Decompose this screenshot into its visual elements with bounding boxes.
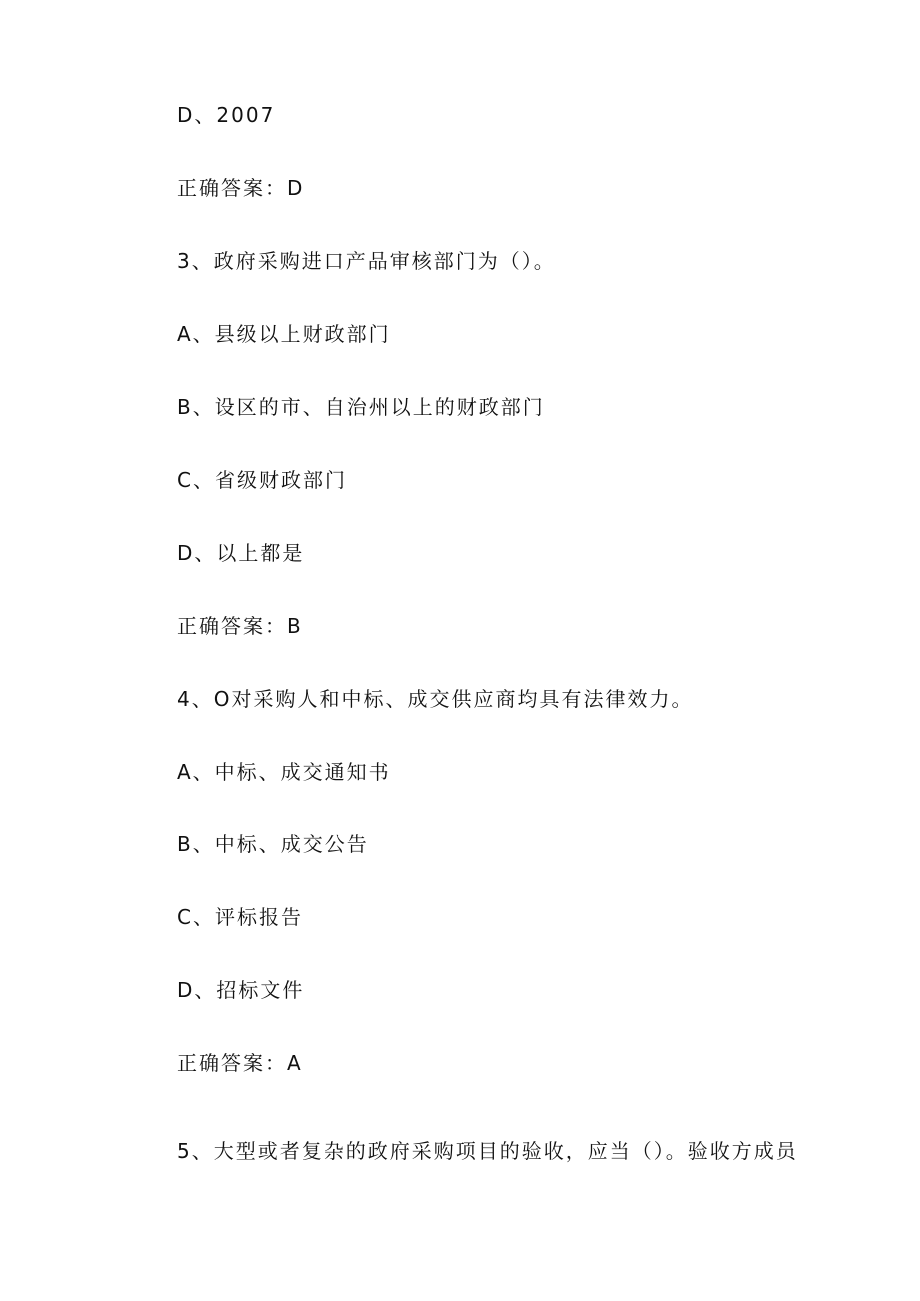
q3-option-d: D、以上都是 bbox=[177, 541, 305, 565]
q3-question: 3、政府采购进口产品审核部门为（）。 bbox=[177, 249, 556, 273]
q4-question: 4、O对采购人和中标、成交供应商均具有法律效力。 bbox=[177, 687, 694, 711]
q3-option-b: B、设区的市、自治州以上的财政部门 bbox=[177, 395, 545, 419]
q5-question: 5、大型或者复杂的政府采购项目的验收，应当（）。验收方成员 bbox=[177, 1139, 798, 1163]
q2-correct-answer: 正确答案：D bbox=[177, 176, 305, 200]
q4-correct-answer: 正确答案：A bbox=[177, 1051, 303, 1075]
q4-option-b: B、中标、成交公告 bbox=[177, 832, 369, 856]
q2-option-d: D、2007 bbox=[177, 103, 276, 127]
q3-option-c: C、省级财政部门 bbox=[177, 468, 347, 492]
q4-option-c: C、评标报告 bbox=[177, 905, 303, 929]
q4-option-d: D、招标文件 bbox=[177, 978, 305, 1002]
q3-option-a: A、县级以上财政部门 bbox=[177, 322, 391, 346]
q4-option-a: A、中标、成交通知书 bbox=[177, 760, 391, 784]
q3-correct-answer: 正确答案：B bbox=[177, 614, 303, 638]
